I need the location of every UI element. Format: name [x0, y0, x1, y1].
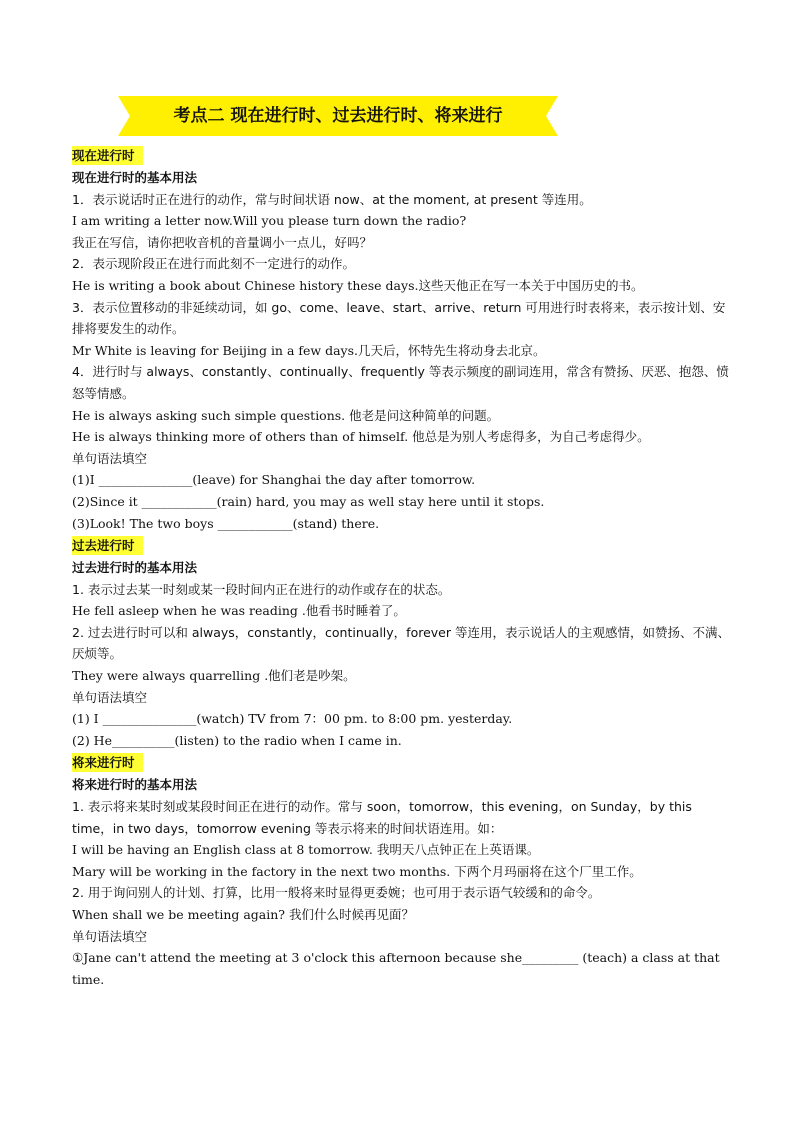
past-p1: 1. 表示过去某一时刻或某一段时间内正在进行的动作或存在的状态。 — [72, 581, 451, 597]
past-p2-example: They were always quarrelling .他们老是吵架。 — [72, 668, 356, 684]
present-heading-row — [72, 144, 732, 167]
future-p1-example-2: Mary will be working in the factory in the next two months. 下两个月玛丽将在这个厂里工作。 — [72, 863, 642, 879]
future-exercise-1: ①Jane can't attend the meeting at 3 o'clock this afternoon because she_________ (teach) a class at that time. — [72, 950, 720, 987]
future-heading-row — [72, 751, 732, 774]
past-p1-example: He fell asleep when he was reading .他看书时睡着了。 — [72, 603, 406, 619]
present-exercise-2: (2)Since it ____________(rain) hard, you may as well stay here until it stops. — [72, 493, 545, 509]
present-exercise-1: (1)I _______________(leave) for Shanghai the day after tomorrow. — [72, 472, 476, 488]
present-p1-example-zh: 我正在写信，请你把收音机的音量调小一点儿，好吗？ — [72, 234, 373, 250]
present-p3-example: Mr White is leaving for Beijing in a few days.几天后，怀特先生将动身去北京。 — [72, 342, 546, 358]
past-subheading: 过去进行时的基本用法 — [72, 560, 198, 576]
present-p4-example-1: He is always asking such simple questions. 他老是问这种简单的问题。 — [72, 407, 500, 423]
present-p1-example-en: I am writing a letter now.Will you please turn down the radio? — [72, 213, 467, 229]
future-p1: 1. 表示将来某时刻或某段时间正在进行的动作。常与 soon，tomorrow，this evening，on Sunday，by this time，in two days，tomorrow evening 等表示将来的时间状语连用。如： — [72, 799, 692, 836]
past-exercise-1: (1) I _______________(watch) TV from 7：00 pm. to 8:00 pm. yesterday. — [72, 711, 513, 727]
present-p3: 3．表示位置移动的非延续动词，如 go、come、leave、start、arrive、return 可用进行时表将来，表示按计划、安排将要发生的动作。 — [72, 299, 726, 337]
future-heading: 将来进行时 — [72, 753, 143, 772]
past-heading: 过去进行时 — [72, 536, 143, 555]
present-exercise-3: (3)Look! The two boys ____________(stand) there. — [72, 515, 380, 531]
present-exercise-title: 单句语法填空 — [72, 450, 148, 466]
future-subheading: 将来进行时的基本用法 — [72, 777, 198, 793]
page-title: 考点二 现在进行时、过去进行时、将来进行 — [173, 106, 503, 126]
present-p1: 1．表示说话时正在进行的动作，常与时间状语 now、at the moment, at present 等连用。 — [72, 191, 592, 207]
present-heading: 现在进行时 — [72, 146, 143, 165]
present-subheading: 现在进行时的基本用法 — [72, 170, 198, 185]
future-p2: 2. 用于询问别人的计划、打算，比用一般将来时显得更委婉；也可用于表示语气较缓和的命令。 — [72, 885, 601, 901]
present-p4: 4．进行时与 always、constantly、continually、frequently 等表示频度的副词连用，常含有赞扬、厌恶、抱怨、愤怒等情感。 — [72, 364, 729, 401]
past-heading-row — [72, 534, 732, 557]
present-p4-example-2: He is always thinking more of others than of himself. 他总是为别人考虑得多，为自己考虑得少。 — [72, 429, 650, 445]
title-banner — [118, 96, 558, 136]
past-exercise-title: 单句语法填空 — [72, 689, 148, 705]
future-p1-example-1: I will be having an English class at 8 tomorrow. 我明天八点钟正在上英语课。 — [72, 842, 540, 858]
present-p2-example: He is writing a book about Chinese history these days.这些天他正在写一本关于中国历史的书。 — [72, 277, 644, 293]
past-exercise-2: (2) He__________(listen) to the radio when I came in. — [72, 732, 402, 748]
future-exercise-title: 单句语法填空 — [72, 928, 148, 944]
document-body — [72, 144, 732, 990]
future-p2-example: When shall we be meeting again? 我们什么时候再见面？ — [72, 907, 414, 922]
present-p2: 2．表示现阶段正在进行而此刻不一定进行的动作。 — [72, 256, 355, 272]
past-p2: 2. 过去进行时可以和 always，constantly，continually，forever 等连用，表示说话人的主观感情，如赞扬、不满、厌烦等。 — [72, 624, 730, 662]
